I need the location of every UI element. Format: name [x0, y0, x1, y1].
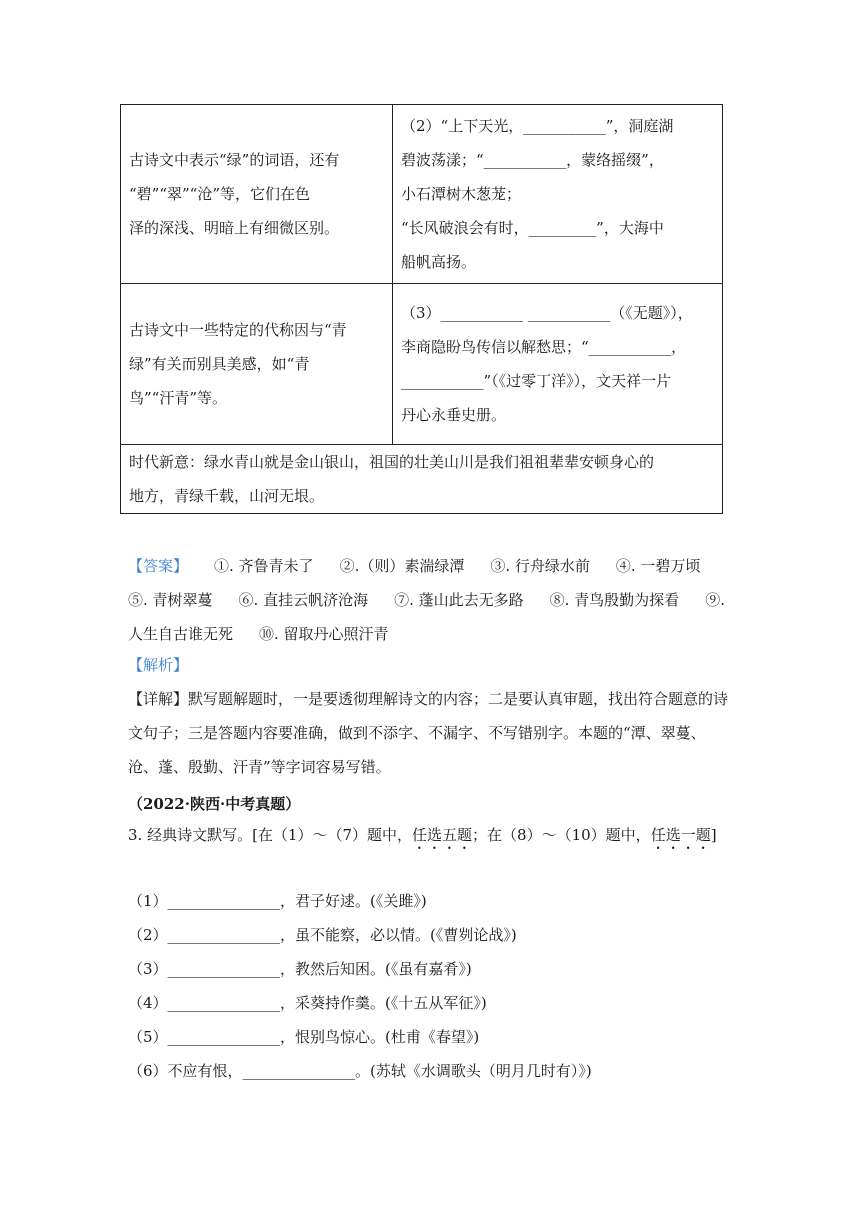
table-row — [121, 105, 723, 284]
answer-item: ③. 行舟绿水前 — [490, 557, 590, 575]
sub-question: （3）_______________，教然后知困。(《虽有嘉肴》) — [128, 960, 472, 978]
table-footer-cell: 时代新意：绿水青山就是金山银山，祖国的壮美山川是我们祖祖辈辈安顿身心的 地方，青绿千载，山河无垠。 — [121, 445, 723, 514]
table-cell-left: 古诗文中一些特定的代称因与“青 绿”有关而别具美感，如“青 鸟”“汗青”等。 — [121, 284, 393, 445]
answer-item: ①. 齐鲁青未了 — [214, 557, 314, 575]
table-row — [121, 445, 723, 514]
answer-item: ⑨. 人生自古谁无死 — [128, 591, 725, 643]
answer-item: ④. 一碧万顷 — [615, 557, 701, 575]
answer-item: ②.（则）素湍绿潭 — [339, 557, 465, 575]
question-table — [120, 104, 723, 514]
sub-question: （6）不应有恨，_______________。(苏轼《水调歌头（明月几时有）》) — [128, 1062, 592, 1080]
answer-block — [128, 549, 728, 651]
table-row — [121, 284, 723, 445]
answer-item: ⑤. 青树翠蔓 — [128, 591, 213, 609]
sub-question: （4）_______________，采葵持作羹。(《十五从军征》) — [128, 994, 487, 1012]
source-heading: （2022·陕西·中考真题） — [128, 795, 301, 813]
table-cell-right: （3）___________ ___________（《无题》）， 李商隐盼鸟传信以解愁思；“___________， ___________”（《过零丁洋》），文天祥一片 丹心永垂史册。 — [393, 284, 723, 445]
answer-tag: 【答案】 — [128, 557, 189, 575]
table-cell-left: 古诗文中表示“绿”的词语，还有 “碧”“翠”“沧”等，它们在色 泽的深浅、明暗上有细微区别。 — [121, 105, 393, 284]
table-cell-right: （2）“上下天光，___________”，洞庭湖 碧波荡漾；“___________，蒙络摇缀”， 小石潭树木葱茏； “长风破浪会有时，_________”，大海中 船帆高扬。 — [393, 105, 723, 284]
answer-item: ⑩. 留取丹心照汗青 — [259, 625, 389, 643]
answer-item: ⑥. 直挂云帆济沧海 — [238, 591, 369, 609]
analysis-tag: 【解析】 — [128, 656, 189, 674]
question-stem: 3. 经典诗文默写。[在（1）～（7）题中，任选五题；在（8）～（10）题中，任选一题] — [128, 826, 717, 844]
sub-question: （1）_______________，君子好逑。(《关雎》) — [128, 892, 427, 910]
sub-question: （2）_______________，虽不能察，必以情。(《曹刿论战》) — [128, 926, 517, 944]
sub-question: （5）_______________，恨别鸟惊心。(杜甫《春望》) — [128, 1028, 480, 1046]
detail-paragraph: 【详解】默写题解题时，一是要透彻理解诗文的内容；二是要认真审题，找出符合题意的诗文句子；三是答题内容要准确，做到不添字、不漏字、不写错别字。本题的“潭、翠蔓、沧、蓬、殷勤、汗青”等字词容易写错。 — [128, 690, 729, 776]
emphasis-text: 任选五题 — [412, 826, 473, 844]
answer-item: ⑧. 青鸟殷勤为探看 — [549, 591, 680, 609]
answer-item: ⑦. 蓬山此去无多路 — [394, 591, 524, 609]
emphasis-text: 任选一题 — [650, 826, 711, 844]
